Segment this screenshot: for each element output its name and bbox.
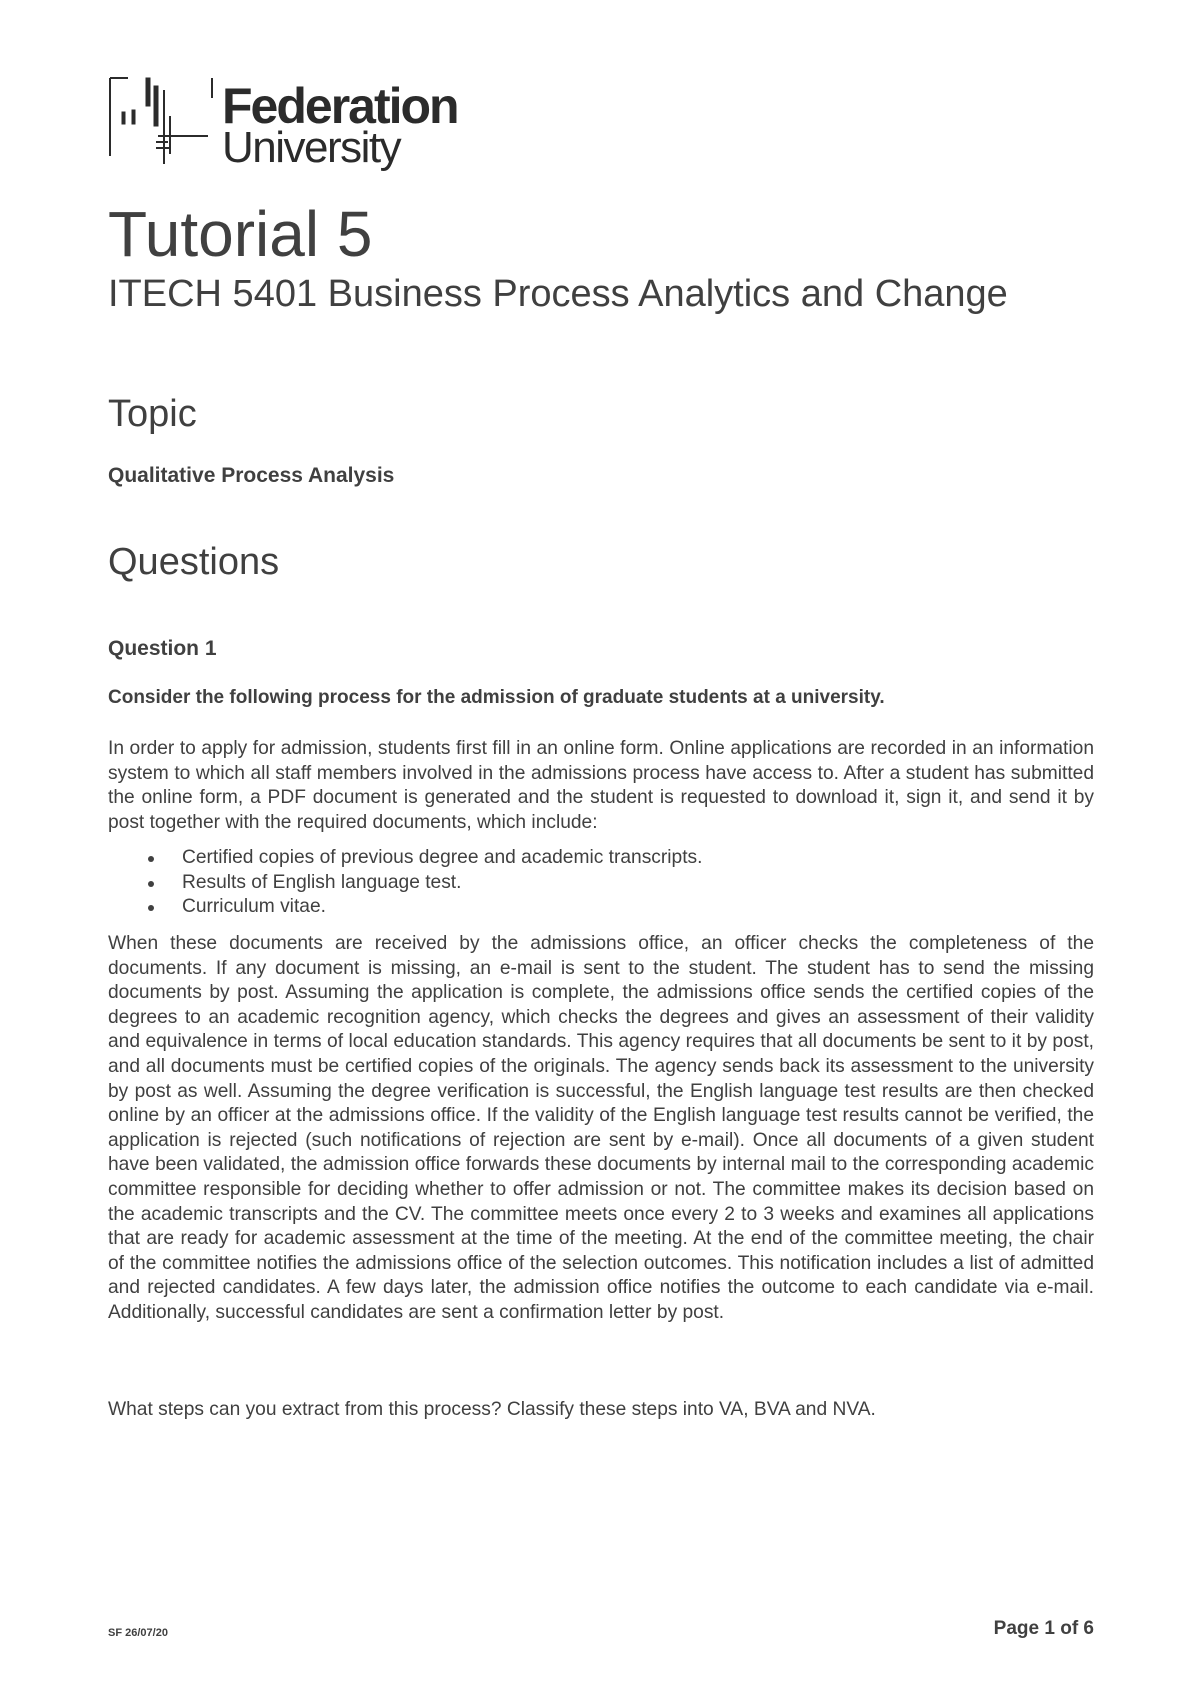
question-1-paragraph-2: When these documents are received by the admissions office, an officer checks the completeness of the documents. If any document is missing, an e-mail is sent to the student. The student has to send the missing documents by post. Assuming the application is complete, the admissions office sends the certified copies of the degrees to an academic recognition agency, which checks the degrees and gives an assessment of their validity and equivalence in terms of local education standards. This agency requires that all documents be sent to it by post, and all documents must be certified copies of the originals. The agency sends back its assessment to the university by post as well. Assuming the degree verification is successful, the English language test results are then checked online by an officer at the admissions office. If the validity of the English language test results cannot be verified, the application is rejected (such notifications of rejection are sent by e-mail). Once all documents of a given student have been validated, the admission office forwards these documents by internal mail to the corresponding academic committee responsible for deciding whether to offer admission or not. The committee makes its decision based on the academic transcripts and the CV. The committee meets once every 2 to 3 weeks and examines all applications that are ready for academic assessment at the time of the meeting. At the end of the committee meeting, the chair of the committee notifies the admissions office of the selection outcomes. This notification includes a list of admitted and rejected candidates. A few days later, the admission office notifies the outcome to each candidate via e-mail. Additionally, successful candidates are sent a confirmation letter by post. (108, 933, 1094, 1323)
question-1-prompt: What steps can you extract from this process? Classify these steps into VA, BVA and NVA. (108, 1399, 876, 1420)
list-item (108, 846, 1094, 871)
bullet-icon (148, 856, 154, 862)
list-item-text: Certified copies of previous degree and academic transcripts. (182, 847, 703, 868)
logo-mark-icon (108, 76, 218, 166)
list-item (108, 871, 1094, 896)
topic-heading: Topic (108, 393, 197, 435)
page-number: Page 1 of 6 (993, 1618, 1094, 1639)
questions-heading: Questions (108, 541, 280, 583)
question-1-intro: Consider the following process for the admission of graduate students at a university. (108, 687, 885, 708)
bullet-icon (148, 881, 154, 887)
list-item-text: Curriculum vitae. (182, 896, 326, 918)
bullet-icon (148, 905, 154, 911)
list-item (108, 895, 1094, 920)
footer-version: SF 26/07/20 (108, 1627, 168, 1639)
logo-text: University (222, 123, 401, 172)
question-1-paragraph-1: In order to apply for admission, students first fill in an online form. Online applications are recorded in an information system to which all staff members involved in the admissions process have access to. After a student has submitted the online form, a PDF document is generated and the student is requested to download it, sign it, and send it by post together with the required documents, which include: (108, 738, 1094, 833)
document-title: Tutorial 5 (108, 198, 373, 270)
document-subtitle: ITECH 5401 Business Process Analytics and Change (108, 273, 1008, 315)
logo-text: Federation (222, 78, 458, 134)
list-item-text: Results of English language test. (182, 871, 462, 893)
topic-text: Qualitative Process Analysis (108, 464, 395, 487)
required-documents-list (108, 846, 1094, 920)
university-logo (108, 76, 468, 176)
question-1-heading: Question 1 (108, 637, 217, 660)
